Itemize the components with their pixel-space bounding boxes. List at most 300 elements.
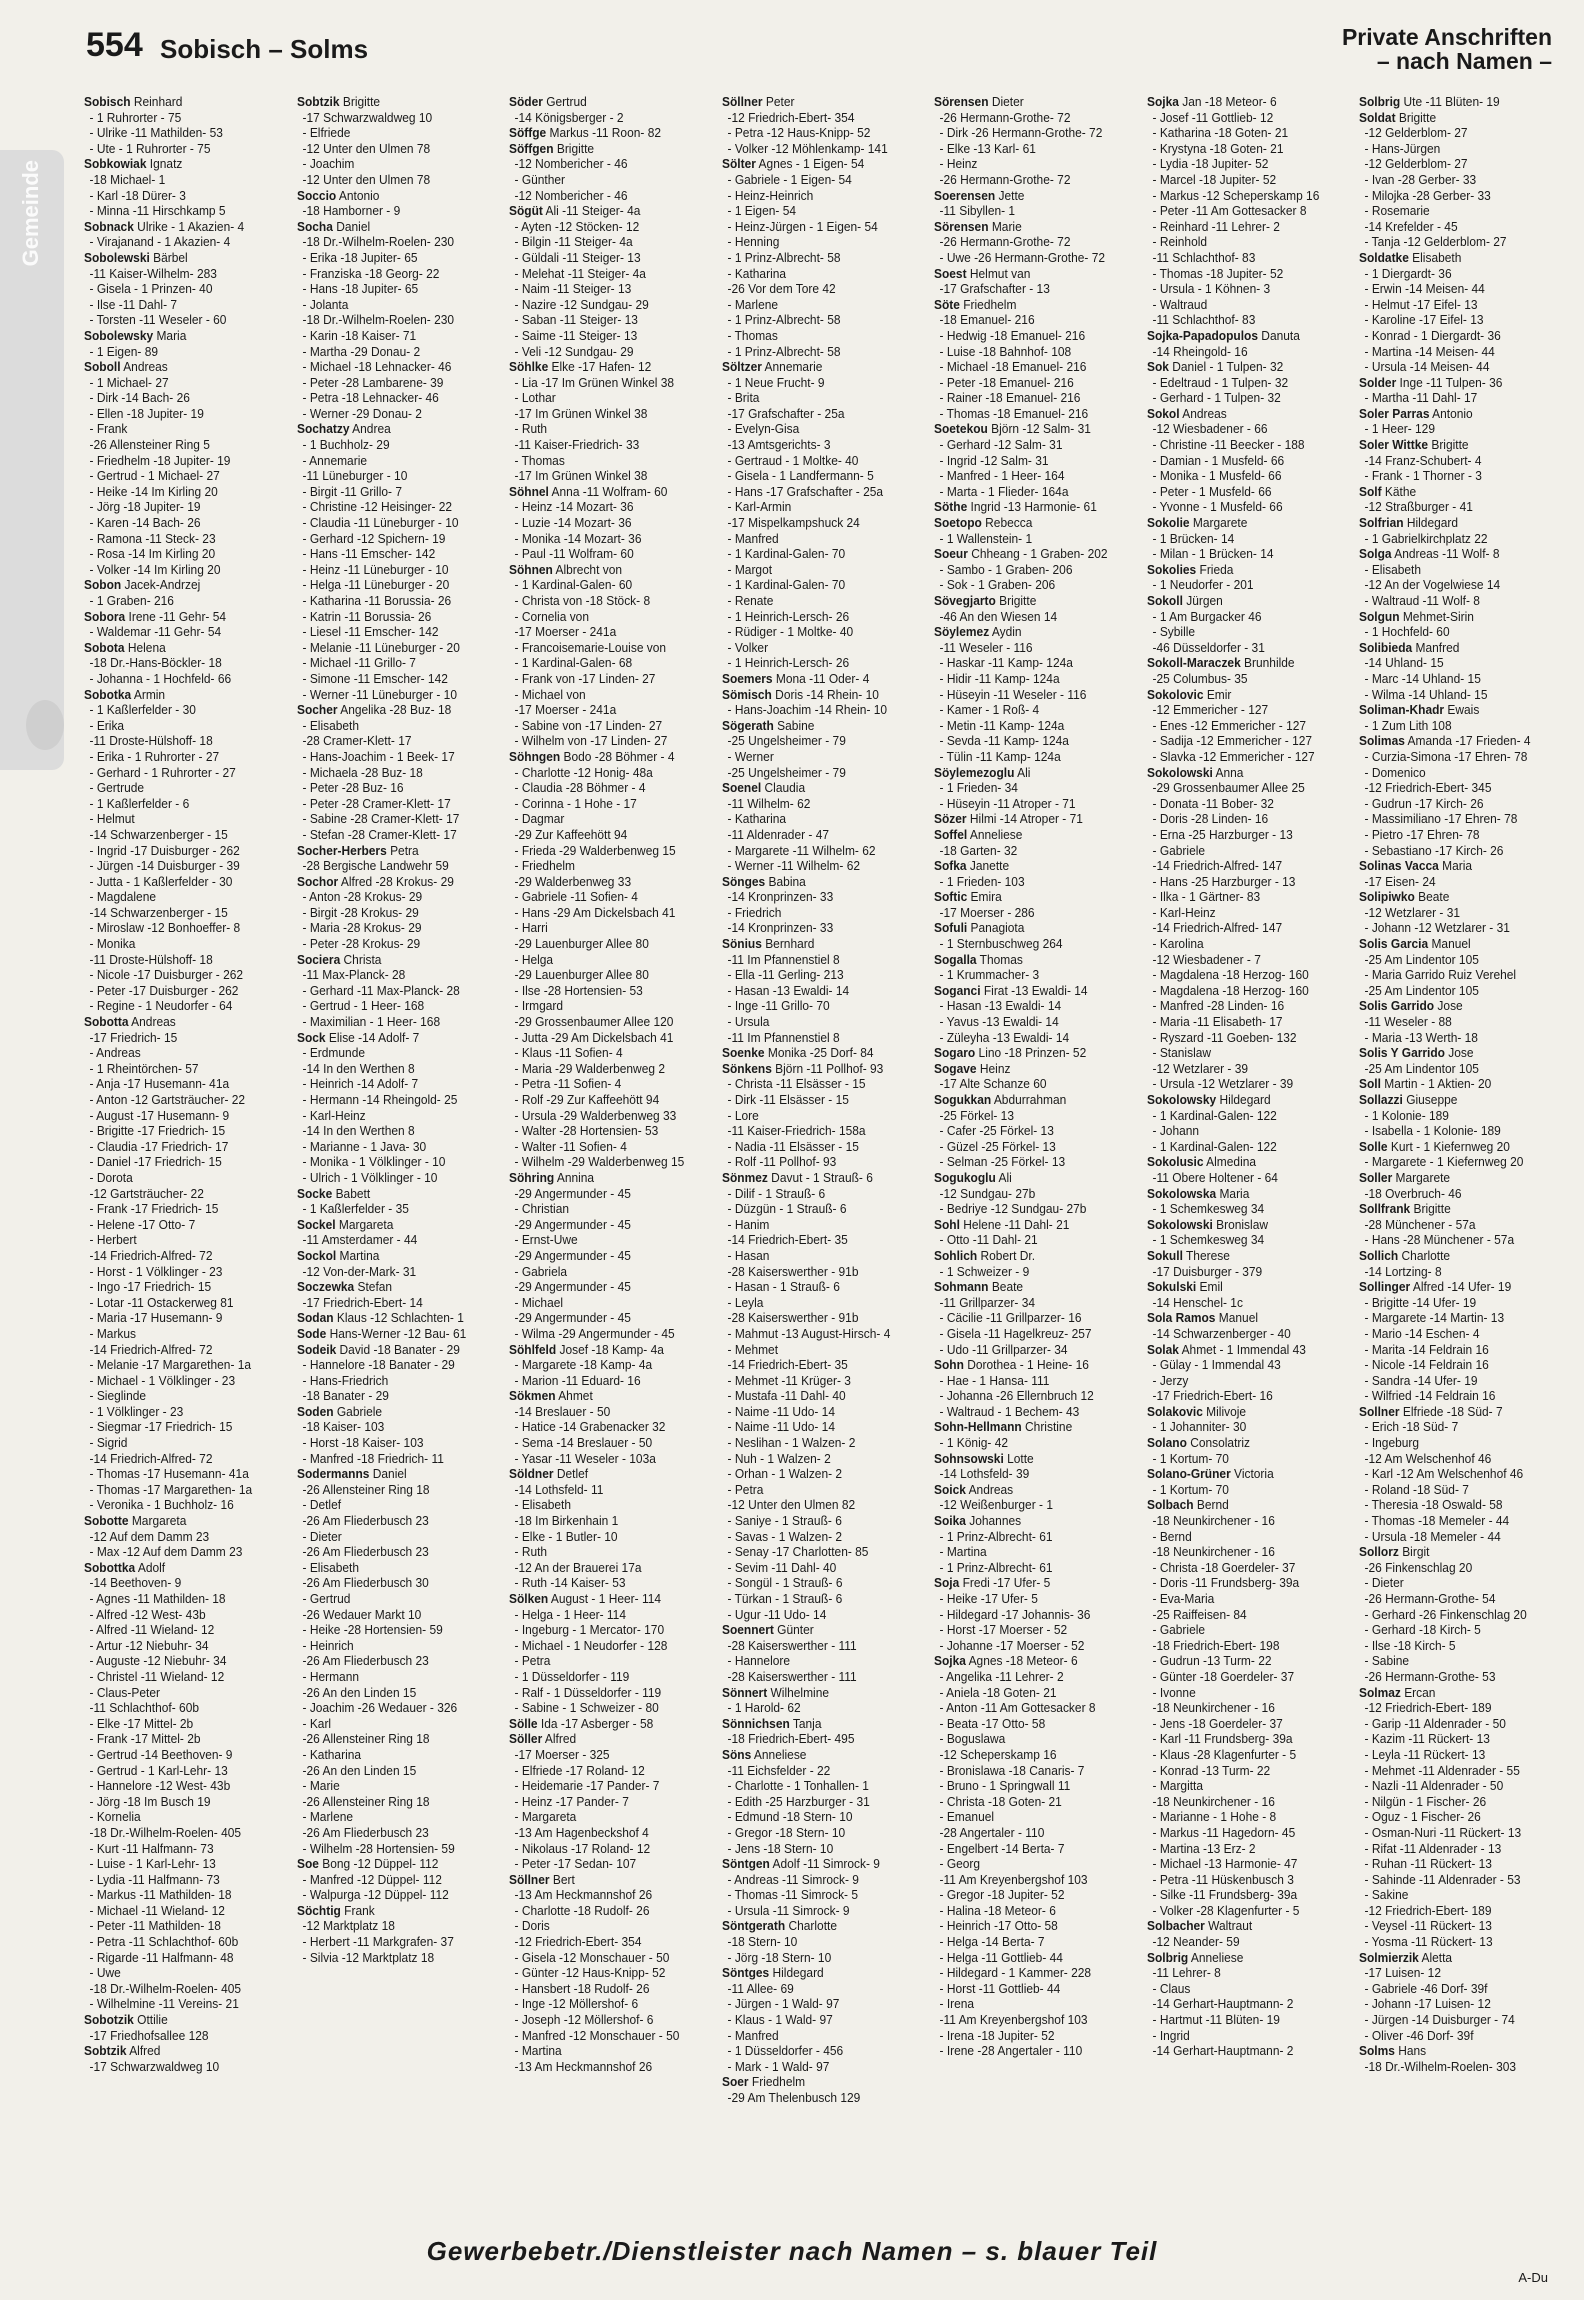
page-number: 554 — [86, 26, 143, 64]
entry-heading — [297, 874, 485, 890]
directory-entry — [297, 1217, 485, 1248]
entry-line: -11 Droste-Hülshoff- 18 — [89, 951, 213, 967]
directory-entry — [1359, 546, 1547, 608]
entry-line: - Christine -11 Beecker - 188 — [1152, 437, 1305, 453]
entry-line: - 1 Johanniter- 30 — [1152, 1419, 1247, 1435]
entry-line: - Volker -14 Im Kirling 20 — [89, 561, 221, 577]
entry-line: - Heinz -17 Pander- 7 — [514, 1793, 630, 1809]
entry-line: -12 Marktplatz 18 — [302, 1918, 395, 1934]
entry-heading — [1147, 1310, 1335, 1326]
entry-line: - 1 Kaßlerfelder - 35 — [302, 1201, 409, 1217]
entry-heading — [1359, 733, 1547, 749]
entry-line: - Sybille — [1152, 624, 1195, 640]
entry-surname: Sokolowski — [1146, 764, 1213, 780]
entry-line: - 1 Kardinal-Galen- 122 — [1152, 1138, 1277, 1154]
entry-line: - Marlene — [727, 296, 778, 312]
entry-line: -11 Schlachthof- 83 — [1152, 312, 1256, 328]
entry-line: - Christel -11 Wieland- 12 — [89, 1668, 225, 1684]
entry-line: - Jörg -18 Im Busch 19 — [89, 1793, 211, 1809]
entry-heading — [297, 421, 485, 437]
entry-line: - Reinhold — [1152, 234, 1207, 250]
entry-line: - Walter -11 Sofien- 4 — [514, 1138, 628, 1154]
entry-line: - Mehmet -11 Aldenrader - 55 — [1364, 1762, 1521, 1778]
entry-line: - Torsten -11 Weseler - 60 — [89, 312, 227, 328]
entry-heading — [934, 827, 1122, 843]
entry-line: - Thomas -17 Margarethen- 1a — [89, 1481, 253, 1497]
directory-entry — [1359, 484, 1547, 515]
entry-line: -17 Alte Schanze 60 — [939, 1076, 1047, 1092]
entry-line: -12 Friedrich-Ebert- 189 — [1364, 1902, 1492, 1918]
entry-detail: Elisabeth — [1409, 249, 1462, 265]
entry-surname: Sodan — [296, 1310, 334, 1326]
entry-line: - Manfred -28 Linden- 16 — [1152, 998, 1285, 1014]
entry-heading — [934, 515, 1122, 531]
entry-line: -18 Neunkirchener - 16 — [1152, 1793, 1275, 1809]
entry-line: - Theresia -18 Oswald- 58 — [1364, 1497, 1504, 1513]
entry-line: -12 Wetzlarer - 39 — [1152, 1060, 1248, 1076]
entry-heading — [297, 1217, 485, 1233]
entry-line: -11 Kaiser-Wilhelm- 283 — [89, 265, 217, 281]
entry-line: - Francoisemarie-Louise von — [514, 639, 667, 655]
entry-heading — [1147, 1092, 1335, 1108]
entry-line: - Marta - 1 Flieder- 164a — [939, 483, 1069, 499]
directory-entry — [84, 687, 272, 1014]
entry-surname: Sönnert — [721, 1684, 767, 1700]
entry-heading — [1147, 562, 1335, 578]
entry-line: - Eva-Maria — [1152, 1591, 1215, 1606]
entry-line: - Rosemarie — [1364, 203, 1431, 219]
entry-line: - Hasan - 1 Strauß- 6 — [727, 1279, 840, 1295]
entry-line: - Erwin -14 Meisen- 44 — [1364, 281, 1486, 297]
directory-entry — [722, 156, 910, 359]
entry-heading — [934, 1092, 1122, 1108]
entry-line: - Karl-Heinz — [302, 1107, 366, 1123]
entry-surname: Sokulski — [1146, 1279, 1197, 1295]
directory-entry — [297, 874, 485, 952]
directory-entry — [934, 889, 1122, 920]
directory-entry — [297, 1404, 485, 1466]
entry-line: - Konrad - 1 Diergardt- 36 — [1364, 327, 1502, 343]
entry-surname: Sochatzy — [296, 421, 350, 437]
entry-line: - 1 Brücken- 14 — [1152, 530, 1235, 546]
entry-line: - Gregor -18 Jupiter- 52 — [939, 1887, 1065, 1903]
entry-heading — [1359, 546, 1547, 562]
entry-surname: Söntgerath — [721, 1918, 785, 1934]
entry-detail: Josef -18 Kamp- 4a — [556, 1341, 665, 1357]
entry-line: - Volker — [727, 639, 768, 655]
entry-detail: Annemarie — [761, 359, 823, 375]
directory-entry — [1359, 1139, 1547, 1170]
entry-surname: Sokolowska — [1146, 1185, 1217, 1201]
entry-heading — [1147, 1497, 1335, 1513]
entry-line: - Gisela - 1 Landfermann- 5 — [727, 468, 874, 484]
entry-line: -14 Schwarzenberger - 15 — [89, 826, 228, 842]
entry-line: - Sakine — [1364, 1887, 1409, 1903]
directory-entry — [934, 1279, 1122, 1357]
entry-surname: Soczewka — [296, 1279, 354, 1295]
entry-line: - Claus-Peter — [89, 1684, 160, 1700]
entry-line: - Martha -29 Donau- 2 — [302, 343, 420, 359]
entry-detail: Waltraut — [1204, 1918, 1253, 1934]
entry-surname: Socke — [296, 1185, 332, 1201]
entry-line: -26 Am Fliederbusch 23 — [302, 1513, 429, 1529]
entry-detail: Beate — [1415, 889, 1450, 905]
entry-detail: Brigitte — [339, 94, 380, 109]
directory-entry — [722, 874, 910, 936]
directory-entry — [1147, 1404, 1335, 1435]
entry-line: - Charlotte -18 Rudolf- 26 — [514, 1902, 650, 1918]
entry-line: - Elke - 1 Butler- 10 — [514, 1528, 618, 1544]
directory-entry — [84, 2043, 272, 2074]
entry-line: - Hans -25 Harzburger - 13 — [1152, 873, 1296, 889]
entry-line: -12 Nombericher - 46 — [514, 187, 628, 203]
directory-entry — [509, 562, 697, 749]
entry-detail: Ewais — [1444, 702, 1480, 718]
entry-detail: Alfred -14 Ufer- 19 — [1410, 1279, 1512, 1295]
entry-line: - Günter -12 Haus-Knipp- 52 — [514, 1965, 666, 1981]
entry-line: -26 An den Linden 15 — [302, 1684, 416, 1700]
entry-line: -26 Allensteiner Ring 18 — [302, 1731, 430, 1747]
entry-detail: Agnes - 1 Eigen- 54 — [755, 156, 865, 172]
entry-surname: Solipiwko — [1359, 889, 1416, 905]
entry-heading — [1359, 889, 1547, 905]
entry-heading — [1359, 437, 1547, 453]
entry-line: -17 Moerser - 241a — [514, 624, 617, 640]
entry-surname: Socher-Herbers — [296, 842, 387, 858]
entry-detail: Dieter — [988, 94, 1025, 109]
entry-line: - Ingeburg - 1 Mercator- 170 — [514, 1622, 665, 1638]
entry-detail: Reinhard — [130, 94, 183, 109]
entry-line: - Nikolaus -17 Roland- 12 — [514, 1840, 651, 1856]
entry-line: - 1 Diergardt- 36 — [1364, 265, 1453, 281]
entry-surname: Söhlke — [509, 359, 549, 375]
entry-detail: Ute -11 Blüten- 19 — [1400, 94, 1501, 109]
entry-line: -29 Am Thelenbusch 129 — [727, 2090, 861, 2105]
entry-line: -26 Finkenschlag 20 — [1364, 1559, 1473, 1575]
entry-line: - Anton -12 Gartsträucher- 22 — [89, 1092, 246, 1107]
entry-line: - Michael - 1 Völklinger - 23 — [89, 1372, 236, 1388]
directory-entry — [934, 593, 1122, 624]
entry-line: - Heike -17 Ufer- 5 — [939, 1591, 1039, 1606]
entry-line: -11 Im Pfannenstiel 8 — [727, 1029, 840, 1045]
entry-detail: Andreas -11 Wolf- 8 — [1392, 546, 1500, 562]
entry-detail: Elke -17 Hafen- 12 — [548, 359, 652, 375]
directory-entry — [509, 359, 697, 484]
page-header — [0, 0, 1584, 80]
entry-line: - Michael - 1 Neudorfer - 128 — [514, 1637, 668, 1653]
entry-line: - Irena -18 Jupiter- 52 — [939, 2027, 1055, 2043]
entry-line: - Bilgin -11 Steiger- 4a — [514, 234, 633, 250]
entry-line: - Otto -11 Dahl- 21 — [939, 1232, 1038, 1248]
entry-surname: Soenke — [721, 1045, 765, 1061]
entry-heading — [297, 94, 485, 110]
entry-line: - Nilgün - 1 Fischer- 26 — [1364, 1793, 1487, 1809]
entry-line: - Paul -11 Wolfram- 60 — [514, 546, 634, 562]
entry-surname: Sokolie — [1146, 515, 1190, 531]
entry-heading — [722, 359, 910, 375]
entry-line: - Ugur -11 Udo- 14 — [727, 1606, 827, 1622]
directory-entry — [1147, 1435, 1335, 1466]
directory-entry — [934, 94, 1122, 188]
entry-surname: Söller — [509, 1731, 543, 1747]
entry-line: -11 Am Kreyenbergshof 103 — [939, 2012, 1088, 2028]
entry-line: - 1 Heinrich-Lersch- 26 — [727, 655, 849, 671]
entry-line: - Ilse -11 Dahl- 7 — [89, 296, 178, 312]
directory-entry — [1359, 1279, 1547, 1404]
entry-line: - Elisabeth — [1364, 561, 1422, 577]
entry-line: - Dirk -11 Elsässer - 15 — [727, 1092, 849, 1107]
entry-line: - Bronislawa -18 Canaris- 7 — [939, 1762, 1085, 1778]
entry-line: - Rainer -18 Emanuel- 216 — [939, 390, 1081, 406]
directory-entry — [1359, 1248, 1547, 1279]
entry-line: - Orhan - 1 Walzen- 2 — [727, 1466, 842, 1482]
entry-line: - Joachim — [302, 156, 354, 172]
entry-line: - Mehmet — [727, 1341, 778, 1357]
entry-line: - Ingrid — [1152, 2027, 1190, 2043]
entry-detail: Mehmet-Sirin — [1399, 608, 1475, 624]
directory-entry — [934, 952, 1122, 983]
entry-line: - Gabriele -11 Sofien- 4 — [514, 889, 639, 905]
entry-line: - 1 Wallenstein- 1 — [939, 530, 1033, 546]
entry-detail: Jürgen — [1182, 593, 1223, 608]
entry-line: - Haskar -11 Kamp- 124a — [939, 655, 1074, 671]
entry-heading — [509, 1872, 697, 1888]
entry-surname: Soemers — [721, 670, 773, 686]
entry-line: - Aniela -18 Goten- 21 — [939, 1684, 1057, 1700]
entry-heading — [722, 2074, 910, 2090]
entry-line: - Martina — [939, 1544, 988, 1560]
entry-line: - Margarete - 1 Kiefernweg 20 — [1364, 1154, 1524, 1170]
directory-entry — [722, 780, 910, 874]
entry-heading — [509, 1342, 697, 1358]
directory-entry — [509, 1872, 697, 2075]
entry-detail: Johannes — [966, 1513, 1022, 1529]
entry-detail: Helmut van — [966, 265, 1031, 281]
entry-surname: Sobtzik — [296, 94, 340, 109]
entry-surname: Sobolewski — [84, 249, 150, 265]
entry-detail: Ali — [996, 1169, 1013, 1185]
entry-line: - 1 Neudorfer - 201 — [1152, 577, 1254, 593]
entry-surname: Sokolowsky — [1146, 1092, 1217, 1107]
entry-line: -17 Grafschafter - 25a — [727, 405, 845, 421]
directory-entry — [1359, 1201, 1547, 1248]
entry-line: - Gerhard -11 Max-Planck- 28 — [302, 982, 460, 998]
entry-surname: Solimas — [1359, 733, 1406, 749]
directory-entry — [509, 1731, 697, 1871]
entry-surname: Solbrig — [1359, 94, 1401, 109]
entry-line: -12 Wiesbadener - 66 — [1152, 421, 1268, 437]
entry-line: -26 Vor dem Tore 42 — [727, 281, 836, 297]
entry-line: - Manfred — [727, 2027, 779, 2043]
entry-line: - Erna -25 Harzburger - 13 — [1152, 826, 1293, 842]
entry-surname: Söllner — [721, 94, 763, 109]
entry-line: - Siegmar -17 Friedrich- 15 — [89, 1419, 233, 1435]
entry-line: -29 Grossenbaumer Allee 120 — [514, 1014, 674, 1030]
entry-line: - Regine - 1 Neudorfer - 64 — [89, 998, 233, 1014]
entry-detail: Anna — [1212, 764, 1244, 780]
entry-heading — [297, 1856, 485, 1872]
entry-line: - Cornelia von — [514, 608, 590, 624]
entry-line: - Melanie -17 Margarethen- 1a — [89, 1357, 252, 1373]
entry-surname: Soennert — [721, 1622, 774, 1638]
entry-heading — [1359, 515, 1547, 531]
entry-line: - Marie — [302, 1778, 340, 1794]
entry-line: - Hans-Jürgen — [1364, 140, 1441, 156]
entry-heading — [1147, 406, 1335, 422]
entry-line: - Thomas -11 Simrock- 5 — [727, 1887, 858, 1903]
entry-heading — [722, 1918, 910, 1934]
entry-line: - Monika — [89, 936, 136, 952]
directory-entry — [509, 1591, 697, 1716]
entry-surname: Solis Y Garrido — [1359, 1045, 1446, 1061]
entry-line: -17 Friedrich-Ebert- 14 — [302, 1294, 423, 1310]
entry-line: -11 Weseler - 88 — [1364, 1014, 1453, 1030]
entry-surname: Soboll — [84, 359, 121, 375]
entry-line: -25 Am Lindentor 105 — [1364, 1060, 1480, 1076]
entry-line: -14 Franz-Schubert- 4 — [1364, 452, 1482, 468]
entry-surname: Soer — [721, 2074, 749, 2090]
entry-line: -17 Im Grünen Winkel 38 — [514, 468, 648, 484]
entry-line: - Güzel -25 Förkel- 13 — [939, 1138, 1057, 1154]
entry-heading — [84, 219, 272, 235]
entry-line: -11 Schlachthof- 83 — [1152, 249, 1256, 265]
entry-line: - Christine -12 Heisinger- 22 — [302, 499, 452, 515]
entry-surname: Sogukkan — [934, 1092, 992, 1107]
entry-line: - Maria -17 Husemann- 9 — [89, 1310, 223, 1326]
entry-line: - Erika — [89, 717, 125, 733]
entry-line: - Auguste -12 Niebuhr- 34 — [89, 1653, 227, 1669]
entry-line: - Mehmet -11 Krüger- 3 — [727, 1372, 851, 1388]
entry-line: - Gisela -12 Monschauer - 50 — [514, 1949, 670, 1965]
directory-entry — [297, 1030, 485, 1186]
entry-line: - Jerzy — [1152, 1372, 1189, 1388]
entry-detail: Peter — [762, 94, 795, 109]
entry-line: -12 Wetzlarer - 31 — [1364, 904, 1461, 920]
entry-detail: Gertrud — [543, 94, 587, 109]
entry-line: -14 Friedrich-Ebert- 35 — [727, 1357, 848, 1373]
entry-line: - Curzia-Simona -17 Ehren- 78 — [1364, 748, 1528, 764]
entry-line: - Ruhan -11 Rückert- 13 — [1364, 1856, 1493, 1872]
entry-line: - Saban -11 Steiger- 13 — [514, 312, 639, 328]
entry-heading — [297, 1903, 485, 1919]
entry-line: - Martina -14 Meisen- 44 — [1364, 343, 1496, 359]
entry-line: -17 Moerser - 241a — [514, 702, 617, 718]
entry-line: -12 Von-der-Mark- 31 — [302, 1263, 416, 1279]
entry-line: - Inge -12 Möllershof- 6 — [514, 1996, 639, 2012]
entry-line: - Franziska -18 Georg- 22 — [302, 265, 440, 281]
entry-heading — [934, 811, 1122, 827]
entry-line: - Tülin -11 Kamp- 124a — [939, 748, 1062, 764]
entry-detail: Gabriele — [333, 1403, 382, 1419]
directory-entry — [934, 1248, 1122, 1279]
entry-line: - Gerhard - 1 Tulpen- 32 — [1152, 390, 1281, 406]
entry-line: - Petra -11 Schlachthof- 60b — [89, 1934, 239, 1950]
entry-line: - Slavka -12 Emmericher - 127 — [1152, 748, 1315, 764]
entry-line: - Johann — [1152, 1123, 1199, 1139]
entry-line: -17 Friedhofsallee 128 — [89, 2027, 209, 2043]
directory-entry — [84, 156, 272, 218]
entry-line: - Saniye - 1 Strauß- 6 — [727, 1513, 842, 1529]
entry-surname: Sogalla — [934, 951, 977, 967]
entry-heading — [1359, 1279, 1547, 1295]
entry-heading — [297, 1310, 485, 1326]
entry-line: - Waldemar -11 Gehr- 54 — [89, 624, 222, 640]
entry-line: - Doris — [514, 1918, 550, 1934]
entry-heading — [934, 1279, 1122, 1295]
entry-detail: Thomas — [976, 951, 1024, 967]
entry-line: - Hüseyin -11 Weseler - 116 — [939, 686, 1087, 702]
entry-heading — [297, 1186, 485, 1202]
entry-line: - Ursula -29 Walderbenweg 33 — [514, 1107, 677, 1123]
entry-line: - Helga -11 Lüneburger - 20 — [302, 577, 449, 593]
entry-line: - Krystyna -18 Goten- 21 — [1152, 140, 1284, 156]
entry-detail: Bert — [549, 1871, 575, 1887]
entry-detail: Heinz — [976, 1060, 1011, 1076]
entry-line: - Dorota — [89, 1169, 133, 1185]
entry-heading — [1359, 250, 1547, 266]
entry-detail: August - 1 Heer- 114 — [548, 1591, 662, 1606]
entry-line: - Henning — [727, 234, 780, 250]
entry-detail: Ahmet - 1 Immendal 43 — [1178, 1341, 1306, 1357]
entry-line: - Heinz-Heinrich — [727, 187, 814, 203]
entry-line: -17 Luisen- 12 — [1364, 1965, 1442, 1981]
entry-surname: Söntges — [721, 1965, 769, 1981]
entry-line: -14 Gerhart-Hauptmann- 2 — [1152, 1996, 1294, 2012]
entry-line: - 1 Kardinal-Galen- 70 — [727, 577, 845, 593]
entry-line: - Karoline -17 Eifel- 13 — [1364, 312, 1484, 328]
directory-entry — [509, 125, 697, 141]
entry-line: -14 In den Werthen 8 — [302, 1123, 415, 1139]
entry-line: - Ruth — [514, 421, 548, 437]
entry-line: - Martina -13 Erz- 2 — [1152, 1840, 1256, 1856]
entry-detail: Bong -12 Düppel- 112 — [318, 1856, 438, 1872]
entry-surname: Sönius — [721, 936, 762, 952]
directory-entry — [1147, 328, 1335, 359]
entry-line: - Michael -11 Wieland- 12 — [89, 1902, 225, 1918]
entry-line: - 1 Prinz-Albrecht- 58 — [727, 249, 841, 265]
entry-line: -26 Allensteiner Ring 5 — [89, 437, 210, 453]
directory-entry — [297, 1326, 485, 1342]
entry-line: -18 Overbruch- 46 — [1364, 1185, 1463, 1201]
entry-surname: Sönkens — [721, 1060, 772, 1076]
entry-surname: Sockol — [296, 1247, 336, 1263]
entry-line: - Gülay - 1 Immendal 43 — [1152, 1357, 1281, 1373]
directory-entry — [722, 1622, 910, 1684]
entry-line: - Ulrich - 1 Völklinger - 10 — [302, 1169, 438, 1185]
directory-entry — [722, 1747, 910, 1856]
entry-surname: Sofuli — [934, 920, 968, 936]
entry-line: -11 Lehrer- 8 — [1152, 1965, 1221, 1981]
entry-line: -12 Unter den Ulmen 78 — [302, 171, 430, 187]
entry-line: -26 Hermann-Grothe- 72 — [939, 171, 1071, 187]
entry-line: - Peter -11 Mathilden- 18 — [89, 1918, 221, 1934]
entry-surname: Sönnichsen — [721, 1715, 790, 1731]
entry-detail: Adolf -11 Simrock- 9 — [769, 1856, 880, 1872]
entry-surname: Solibieda — [1359, 639, 1413, 655]
directory-entry — [509, 1342, 697, 1389]
entry-detail: Friedhelm — [748, 2074, 805, 2090]
entry-line: - Gabriele — [1152, 1622, 1205, 1638]
entry-heading — [934, 858, 1122, 874]
entry-detail: Brunhilde — [1240, 655, 1295, 671]
entry-surname: Solfrian — [1359, 515, 1405, 531]
entry-heading — [934, 1357, 1122, 1373]
entry-surname: Solis Garcia — [1359, 936, 1429, 952]
directory-entry — [297, 219, 485, 422]
directory-entry — [1147, 562, 1335, 593]
entry-surname: Soe — [296, 1856, 319, 1872]
entry-surname: Sockel — [296, 1216, 336, 1232]
